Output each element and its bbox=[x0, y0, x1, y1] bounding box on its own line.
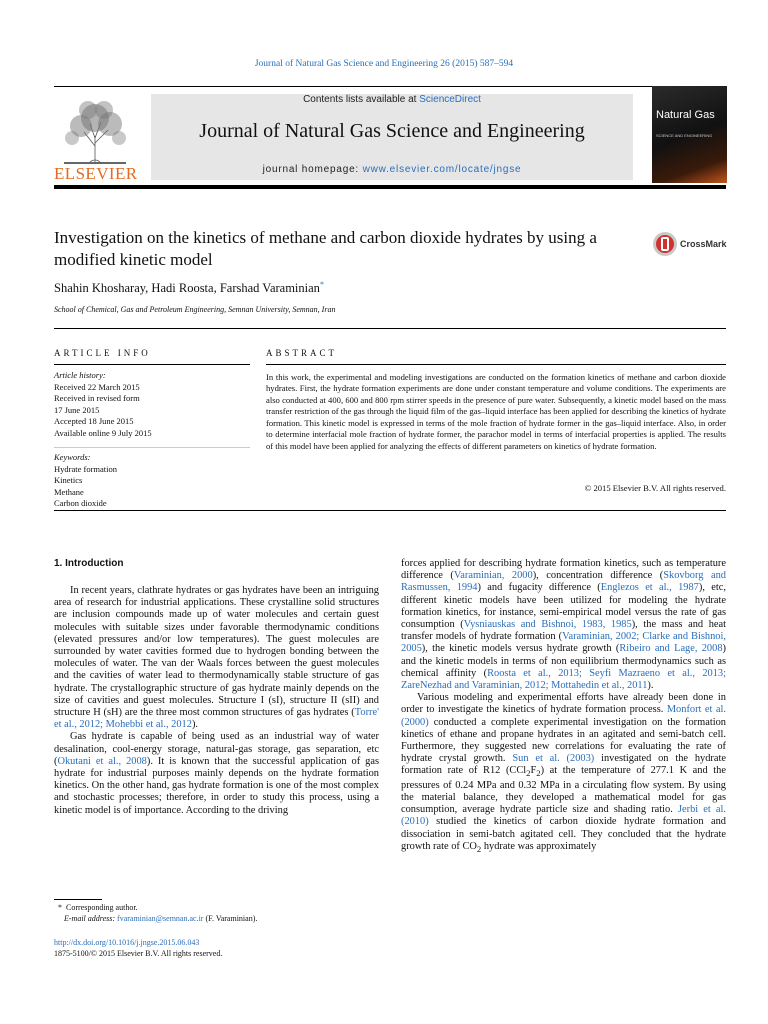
abstract-rule bbox=[266, 364, 726, 365]
abstract-copyright: © 2015 Elsevier B.V. All rights reserved. bbox=[584, 483, 726, 493]
abstract-heading: ABSTRACT bbox=[266, 348, 338, 358]
contents-line bbox=[151, 94, 633, 105]
subscript: 2 bbox=[536, 768, 541, 779]
email-suffix: (F. Varaminian). bbox=[203, 913, 258, 923]
elsevier-wordmark: ELSEVIER bbox=[54, 164, 138, 183]
citation-link[interactable]: Varaminian, 2002; Clarke and Bishnoi, 2005 bbox=[401, 631, 726, 655]
journal-title: Journal of Natural Gas Science and Engineering bbox=[199, 120, 585, 142]
text-run: Various modeling and experimental efforts have already been done in order to investigate the kinetics of hydrate formation process. bbox=[401, 692, 726, 716]
abstract-bottom-rule bbox=[54, 510, 726, 511]
sciencedirect-link[interactable]: ScienceDirect bbox=[419, 94, 481, 105]
citation-link[interactable]: Jerbi et al. (2010) bbox=[401, 804, 726, 828]
text-run: ), concentration difference ( bbox=[532, 570, 664, 582]
email-note bbox=[54, 914, 379, 925]
contents-prefix: Contents lists available at bbox=[303, 94, 420, 105]
text-run: hydrate was approximately bbox=[481, 840, 597, 852]
paragraph bbox=[54, 731, 379, 816]
footnote bbox=[54, 903, 379, 924]
text-run: ) and the kinetic models in terms of non equilibrium thermodynamics such as chemical affinity ( bbox=[401, 643, 726, 679]
citation-link[interactable]: Vysniauskas and Bishnoi, 1983, 1985 bbox=[463, 619, 632, 631]
paragraph bbox=[401, 692, 726, 855]
text-run: ) at the temperature of 277.1 K and the pressures of 0.24 MPa and 0.32 MPa in a circulating flow system. By using the material balance, they developed a mathematical model for gas consumption, average hydrate particle size and shading ratio. bbox=[401, 765, 726, 816]
affiliation: School of Chemical, Gas and Petroleum Engineering, Semnan University, Semnan, Iran bbox=[54, 305, 336, 314]
journal-homepage-line bbox=[151, 164, 633, 175]
text-run: forces applied for describing hydrate formation kinetics, such as temperature difference ( bbox=[401, 558, 726, 582]
authors-text: Shahin Khosharay, Hadi Roosta, Farshad Varaminian bbox=[54, 281, 320, 296]
citation-link[interactable]: Torre' et al., 2012; Mohebbi et al., 2012 bbox=[54, 707, 379, 731]
issn-line: 1875-5100/© 2015 Elsevier B.V. All rights reserved. bbox=[54, 948, 223, 958]
paragraph bbox=[54, 585, 379, 731]
keyword-item: Methane bbox=[54, 486, 84, 497]
subscript: 2 bbox=[526, 768, 531, 779]
text-run: studied the kinetics of carbon dioxide hydrate formation and dissociation in semi-batch agitated cell. They concluded that the hydrate growth rate of CO bbox=[401, 816, 726, 852]
text-run: ). bbox=[647, 680, 654, 692]
text-run: ), the kinetic models versus hydrate growth ( bbox=[421, 643, 620, 655]
crossmark-label[interactable]: CrossMark bbox=[680, 239, 727, 249]
text-run: ). It is known that the successful application of gas hydrate for industrial purposes mainly depends on the hydrate formation kinetics. On the other hand, gas hydrate formation is one of the most complex and stochastic processes; therefore, in order to study this process, using a kinetic model is of importance. According to the driving bbox=[54, 755, 379, 816]
abstract-text: In this work, the experimental and modeling investigations are conducted on the formation kinetics of methane and carbon dioxide hydrates. First, the hydrate formation experiments are done under constant temperature and volume conditions. The experiments are also conducted at 400, 600 and 800 rpm stirrer speeds in the presence of pure water. Subsequently, a kinetic model based on the mass transfer restriction of the gas through the liquid film of the gas–liquid interface has been applied for describing the kinetics of hydrate formation. This kinetic model is expressed in terms of the mole fraction of hydrate former in the gas–liquid interface. Also, in order to determine interfacial mole fraction of hydrate former, the parachor model in terms of interfacial properties is applied. The results of this model have been applied for analyzing the effects of different parameters on kinetics of hydrate formation. bbox=[266, 372, 726, 451]
corresponding-author-note bbox=[54, 903, 379, 914]
text-run: ) and fugacity difference ( bbox=[477, 582, 601, 594]
paragraph bbox=[401, 558, 726, 692]
text-run: ), etc, different kinetic models have been utilized for modeling the hydrate formation kinetics, for instance, semi-empirical model versus the rate of gas consumption ( bbox=[401, 582, 726, 631]
text-run: F bbox=[530, 765, 537, 777]
article-history bbox=[54, 370, 250, 439]
cover-subtitle: SCIENCE AND ENGINEERING bbox=[656, 133, 713, 138]
text-run: conducted a complete experimental investigation on the formation kinetics of ethane and propane hydrates in an agitated and semi-batch cell. Furthermore, they suggested new correlations for evaluating the rate of hydrate crystal growth. bbox=[401, 716, 726, 765]
keywords-label: Keywords: bbox=[54, 452, 91, 462]
doi-block bbox=[54, 938, 222, 959]
history-label: Article history: bbox=[54, 370, 106, 380]
citation-link[interactable]: Skovborg and Rasmussen, 1994 bbox=[401, 570, 726, 594]
keywords bbox=[54, 452, 250, 510]
subscript: 2 bbox=[476, 843, 482, 854]
header-bottom-rule bbox=[54, 185, 726, 189]
history-item: Available online 9 July 2015 bbox=[54, 427, 152, 438]
article-title: Investigation on the kinetics of methane and carbon dioxide hydrates by using a modified kinetic model bbox=[54, 228, 597, 269]
text-run: investigated on the hydrate formation rate of R12 (CCl bbox=[401, 753, 726, 777]
history-item: 17 June 2015 bbox=[54, 404, 100, 415]
email-link[interactable]: fvaraminian@semnan.ac.ir bbox=[117, 913, 204, 923]
citation-link[interactable]: Roosta et al., 2013; Seyfi Mazraeno et al., 2013; ZareNezhad and Varaminian, 2012; Mottahedin et al., 2011 bbox=[401, 667, 726, 692]
citation-link[interactable]: Okutani et al., 2008 bbox=[57, 755, 147, 767]
header-top-rule bbox=[54, 86, 726, 87]
footnote-text: Corresponding author. bbox=[66, 903, 138, 912]
citation-link[interactable]: Sun et al. (2003) bbox=[512, 753, 595, 765]
citation-link[interactable]: Englezos et al., 1987 bbox=[600, 582, 699, 594]
introduction-heading: 1. Introduction bbox=[54, 558, 124, 569]
homepage-link[interactable]: www.elsevier.com/locate/jngse bbox=[362, 164, 522, 175]
homepage-prefix: journal homepage: bbox=[262, 164, 363, 175]
doi-link[interactable]: http://dx.doi.org/10.1016/j.jngse.2015.06.043 bbox=[54, 938, 200, 947]
text-run: ), the mass and heat transfer models of hydrate formation ( bbox=[401, 619, 727, 643]
footnote-mark: * bbox=[58, 903, 62, 912]
history-item: Received in revised form bbox=[54, 393, 140, 403]
journal-reference[interactable]: Journal of Natural Gas Science and Engineering 26 (2015) 587–594 bbox=[254, 59, 514, 69]
text-run: In recent years, clathrate hydrates or gas hydrates have been an intriguing area of research for industrial applications. These crystalline solid structures are inclusion compounds made up of water molecules and certain guest molecules with suitable sizes under favorable thermodynamic conditions (elevated pressures and/or low temperatures). The guest molecules are surrounded by water cavities formed due to hydrogen bonding between the molecules of water. The van der Waals forces between the guest molecules and the cavities of water lead to thermodynamically stable structure of gas hydrate. The crystallographic structure of gas hydrate mainly depends on the size of cavities and guest molecules. Structure I (sI), structure II (sII) and structure H (sH) are the three most common structures of gas hydrates ( bbox=[54, 585, 379, 719]
keywords-rule bbox=[54, 447, 250, 448]
author-list bbox=[54, 280, 324, 296]
title-rule bbox=[54, 328, 726, 329]
email-label: E-mail address: bbox=[64, 913, 116, 923]
article-info-rule bbox=[54, 364, 250, 365]
keyword-item: Hydrate formation bbox=[54, 463, 118, 474]
text-run: Gas hydrate is capable of being used as an industrial way of water desalination, cool-energy storage, natural-gas storage, gas separation, etc ( bbox=[54, 731, 379, 767]
citation-link[interactable]: Monfort et al. (2000) bbox=[401, 704, 726, 728]
footnote-rule bbox=[54, 899, 102, 900]
cover-title: Natural Gas bbox=[656, 109, 715, 121]
citation-link[interactable]: Ribeiro and Lage, 2008 bbox=[619, 643, 723, 655]
article-info-heading: ARTICLE INFO bbox=[54, 348, 151, 358]
citation-link[interactable]: Varaminian, 2000 bbox=[453, 570, 533, 582]
keyword-item: Carbon dioxide bbox=[54, 498, 107, 508]
history-item: Accepted 18 June 2015 bbox=[54, 416, 134, 426]
corresponding-author-mark[interactable]: * bbox=[319, 280, 324, 289]
history-item: Received 22 March 2015 bbox=[54, 381, 140, 392]
right-column bbox=[401, 558, 726, 855]
keyword-item: Kinetics bbox=[54, 475, 83, 485]
text-run: ). bbox=[191, 719, 199, 731]
left-column bbox=[54, 585, 379, 817]
